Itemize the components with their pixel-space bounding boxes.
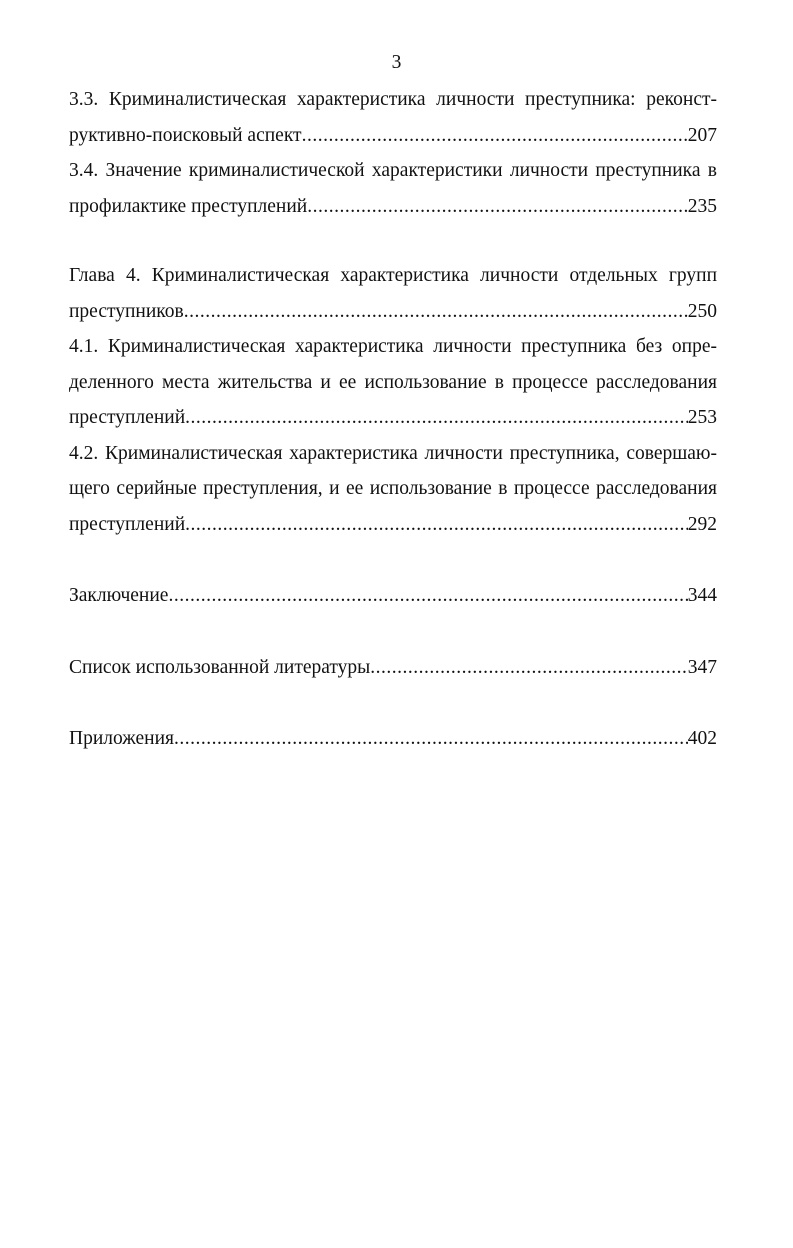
toc-entry-chapter-4 <box>69 258 717 329</box>
dot-leader <box>302 118 688 154</box>
toc-entry-leader-line <box>69 294 717 330</box>
toc-entry-title-end: Приложения <box>69 728 174 749</box>
dot-leader <box>370 650 687 686</box>
toc-page-ref: 292 <box>687 513 717 535</box>
toc-entry-appendices <box>69 721 717 757</box>
toc-entry-title-end: преступлений <box>69 407 186 428</box>
toc-entry-leader-line <box>69 189 717 225</box>
toc-entry-line: щего серийные преступления, и ее использование в процессе расследования <box>69 478 717 499</box>
toc-page-ref: 235 <box>687 195 717 217</box>
toc-entry-line: 4.1. Криминалистическая характеристика личности преступника без опре- <box>69 336 717 357</box>
toc-page-ref: 347 <box>687 656 717 678</box>
toc-entry-leader-line <box>69 400 717 436</box>
toc-entry-line: 3.4. Значение криминалистической характеристики личности преступника в <box>69 160 717 181</box>
toc-entry-line: 3.3. Криминалистическая характеристика личности преступника: реконст- <box>69 89 717 110</box>
toc-entry-title-end: Заключение <box>69 585 169 606</box>
toc-entry-leader-line <box>69 650 717 686</box>
toc-entry-3-4 <box>69 153 717 224</box>
toc-entry-title-end: руктивно-поисковый аспект <box>69 124 302 146</box>
toc-page-ref: 402 <box>687 728 717 749</box>
toc-entry-title-end: преступников <box>69 300 184 322</box>
spacer <box>69 224 717 258</box>
toc-entry-bibliography <box>69 650 717 686</box>
toc-page-ref: 344 <box>687 585 717 606</box>
toc-entry-leader-line <box>69 118 717 154</box>
toc-entry-3-3 <box>69 82 717 153</box>
dot-leader <box>168 578 687 614</box>
toc-entry-line: Глава 4. Криминалистическая характеристика личности отдельных групп <box>69 265 717 286</box>
toc-entry-title-end: профилактике преступлений <box>69 195 308 217</box>
toc-entry-title-end: преступлений <box>69 513 186 535</box>
toc-entry-4-1 <box>69 329 717 436</box>
dot-leader <box>185 400 688 436</box>
toc-entry-line: деленного места жительства и ее использование в процессе расследования <box>69 371 717 393</box>
toc-entry-conclusion <box>69 578 717 614</box>
toc-entry-leader-line <box>69 578 717 614</box>
toc-entry-leader-line <box>69 507 717 543</box>
dot-leader <box>174 721 688 757</box>
page-number: 3 <box>391 52 402 73</box>
dot-leader <box>185 507 688 543</box>
toc-page-ref: 253 <box>687 407 717 428</box>
spacer <box>69 542 717 578</box>
toc-entry-line: 4.2. Криминалистическая характеристика личности преступника, совершаю- <box>69 442 717 464</box>
table-of-contents <box>69 82 717 757</box>
dot-leader <box>307 189 688 225</box>
toc-entry-leader-line <box>69 721 717 757</box>
toc-page-ref: 207 <box>687 124 717 146</box>
spacer <box>69 685 717 721</box>
toc-page-ref: 250 <box>687 300 717 322</box>
dot-leader <box>184 294 688 330</box>
spacer <box>69 614 717 650</box>
toc-entry-title-end: Список использованной литературы <box>69 656 371 678</box>
toc-entry-4-2 <box>69 436 717 543</box>
